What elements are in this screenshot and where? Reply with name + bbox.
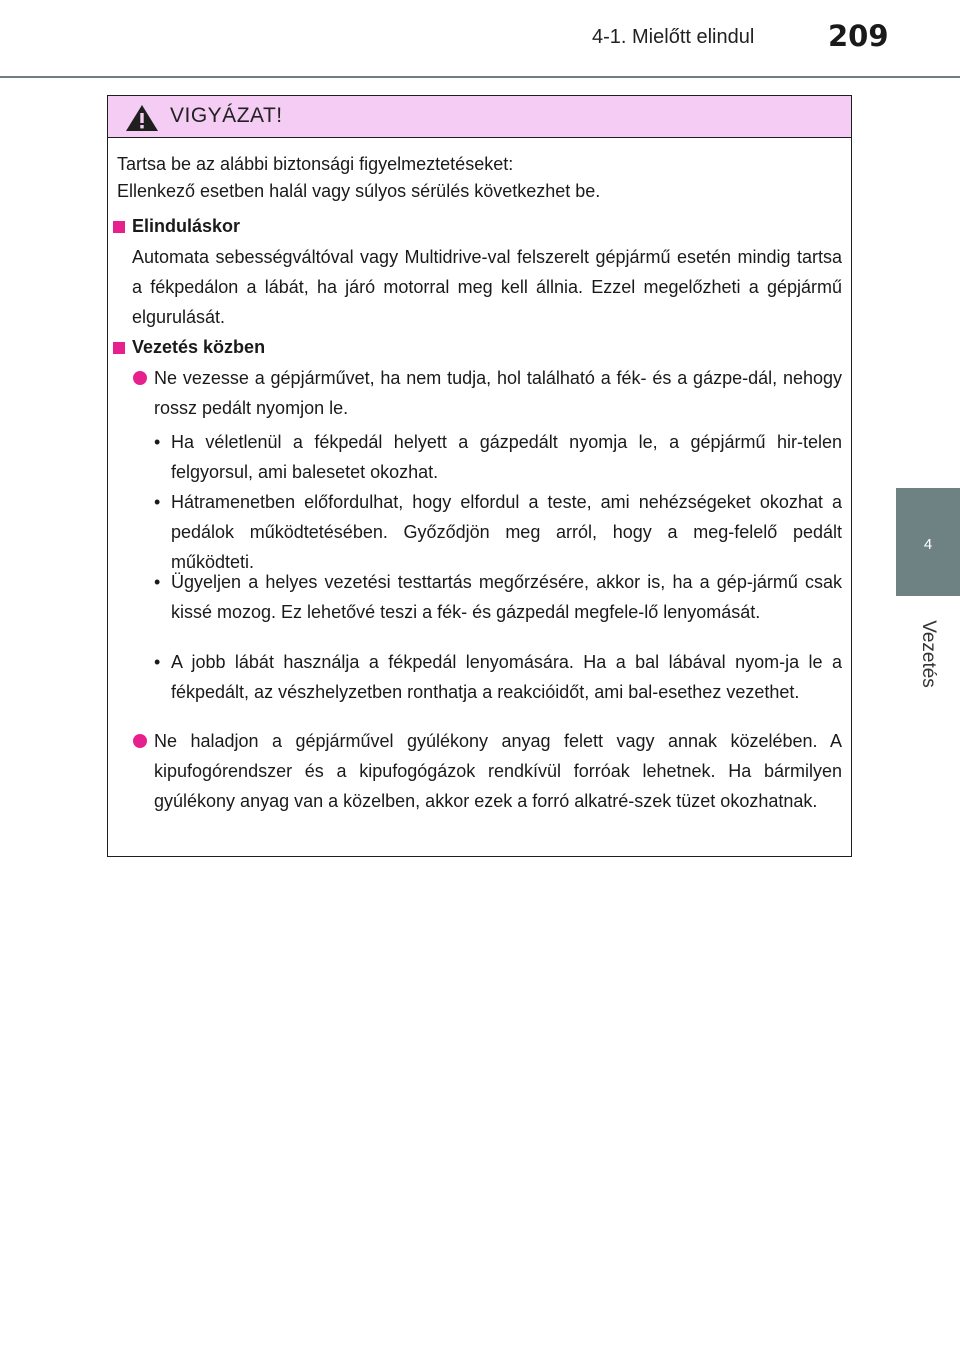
chapter-title: Vezetés (918, 620, 940, 688)
square-bullet-icon (113, 342, 125, 354)
list-item-bullet-3: • Ügyeljen a helyes vezetési testtartás megőrzésére, akkor is, ha a gép-jármű csak kissé mozog. Ez lehetővé teszi a fék- és gázpedál megfele-lő lenyomását. (154, 572, 842, 622)
section-heading-driving (113, 337, 265, 358)
warning-triangle-icon (125, 104, 159, 137)
warning-header (108, 96, 851, 138)
round-bullet-icon (133, 734, 147, 748)
chapter-number: 4 (923, 536, 933, 553)
list-item-bullet-4: • A jobb lábát használja a fékpedál lenyomására. Ha a bal lábával nyom-ja le a fékpedált, az vészhelyzetben ronthatja a reakcióidőt, ami bal-esethez vezethet. (154, 652, 842, 702)
list-item-bullet-1: • Ha véletlenül a fékpedál helyett a gázpedált nyomja le, a gépjármű hir-telen felgyorsul, ami balesetet okozhat. (154, 432, 842, 482)
warning-box (107, 95, 852, 857)
section-heading-text: Vezetés közben (132, 337, 266, 357)
list-item-point-2: Ne haladjon a gépjárművel gyúlékony anyag felett vagy annak közelében. A kipufogórendszer és a kipufogógázok rendkívül forróak lehetnek. Ha bármilyen gyúlékony anyag van a közelben, akkor ezek a forró alkatré-szek tüzet okozhatnak. (116, 726, 842, 816)
intro-line-1: Tartsa be az alábbi biztonsági figyelmeztetéseket: (117, 154, 514, 174)
section-starting-text: Automata sebességváltóval vagy Multidrive-val felszerelt gépjármű esetén mindig tartsa a fékpedálon a lábát, ha járó motorral meg kell állnia. Ezzel megelőzheti a gépjármű elgurulását. (132, 247, 842, 327)
running-header-section: 4-1. Mielőtt elindul (592, 26, 755, 48)
list-item-point-1: Ne vezesse a gépjárművet, ha nem tudja, hol található a fék- és a gázpe-dál, nehogy rossz pedált nyomjon le. (116, 363, 842, 423)
section-heading-starting (113, 216, 240, 237)
intro-line-2: Ellenkező esetben halál vagy súlyos sérülés következhet be. (117, 181, 601, 201)
chapter-tab (896, 488, 960, 596)
page-number: 209 (828, 19, 889, 53)
round-bullet-icon (133, 371, 147, 385)
warning-intro (117, 151, 600, 205)
square-bullet-icon (113, 221, 125, 233)
list-item-bullet-2: • Hátramenetben előfordulhat, hogy elfordul a teste, ami nehézségeket okozhat a pedálok működtetésében. Győződjön meg arról, hogy a meg-felelő pedált működteti. (154, 492, 842, 572)
section-heading-text: Elinduláskor (132, 216, 241, 236)
chapter-title-vertical (900, 612, 956, 696)
warning-title: VIGYÁZAT! (170, 104, 283, 127)
header-rule (0, 76, 960, 78)
